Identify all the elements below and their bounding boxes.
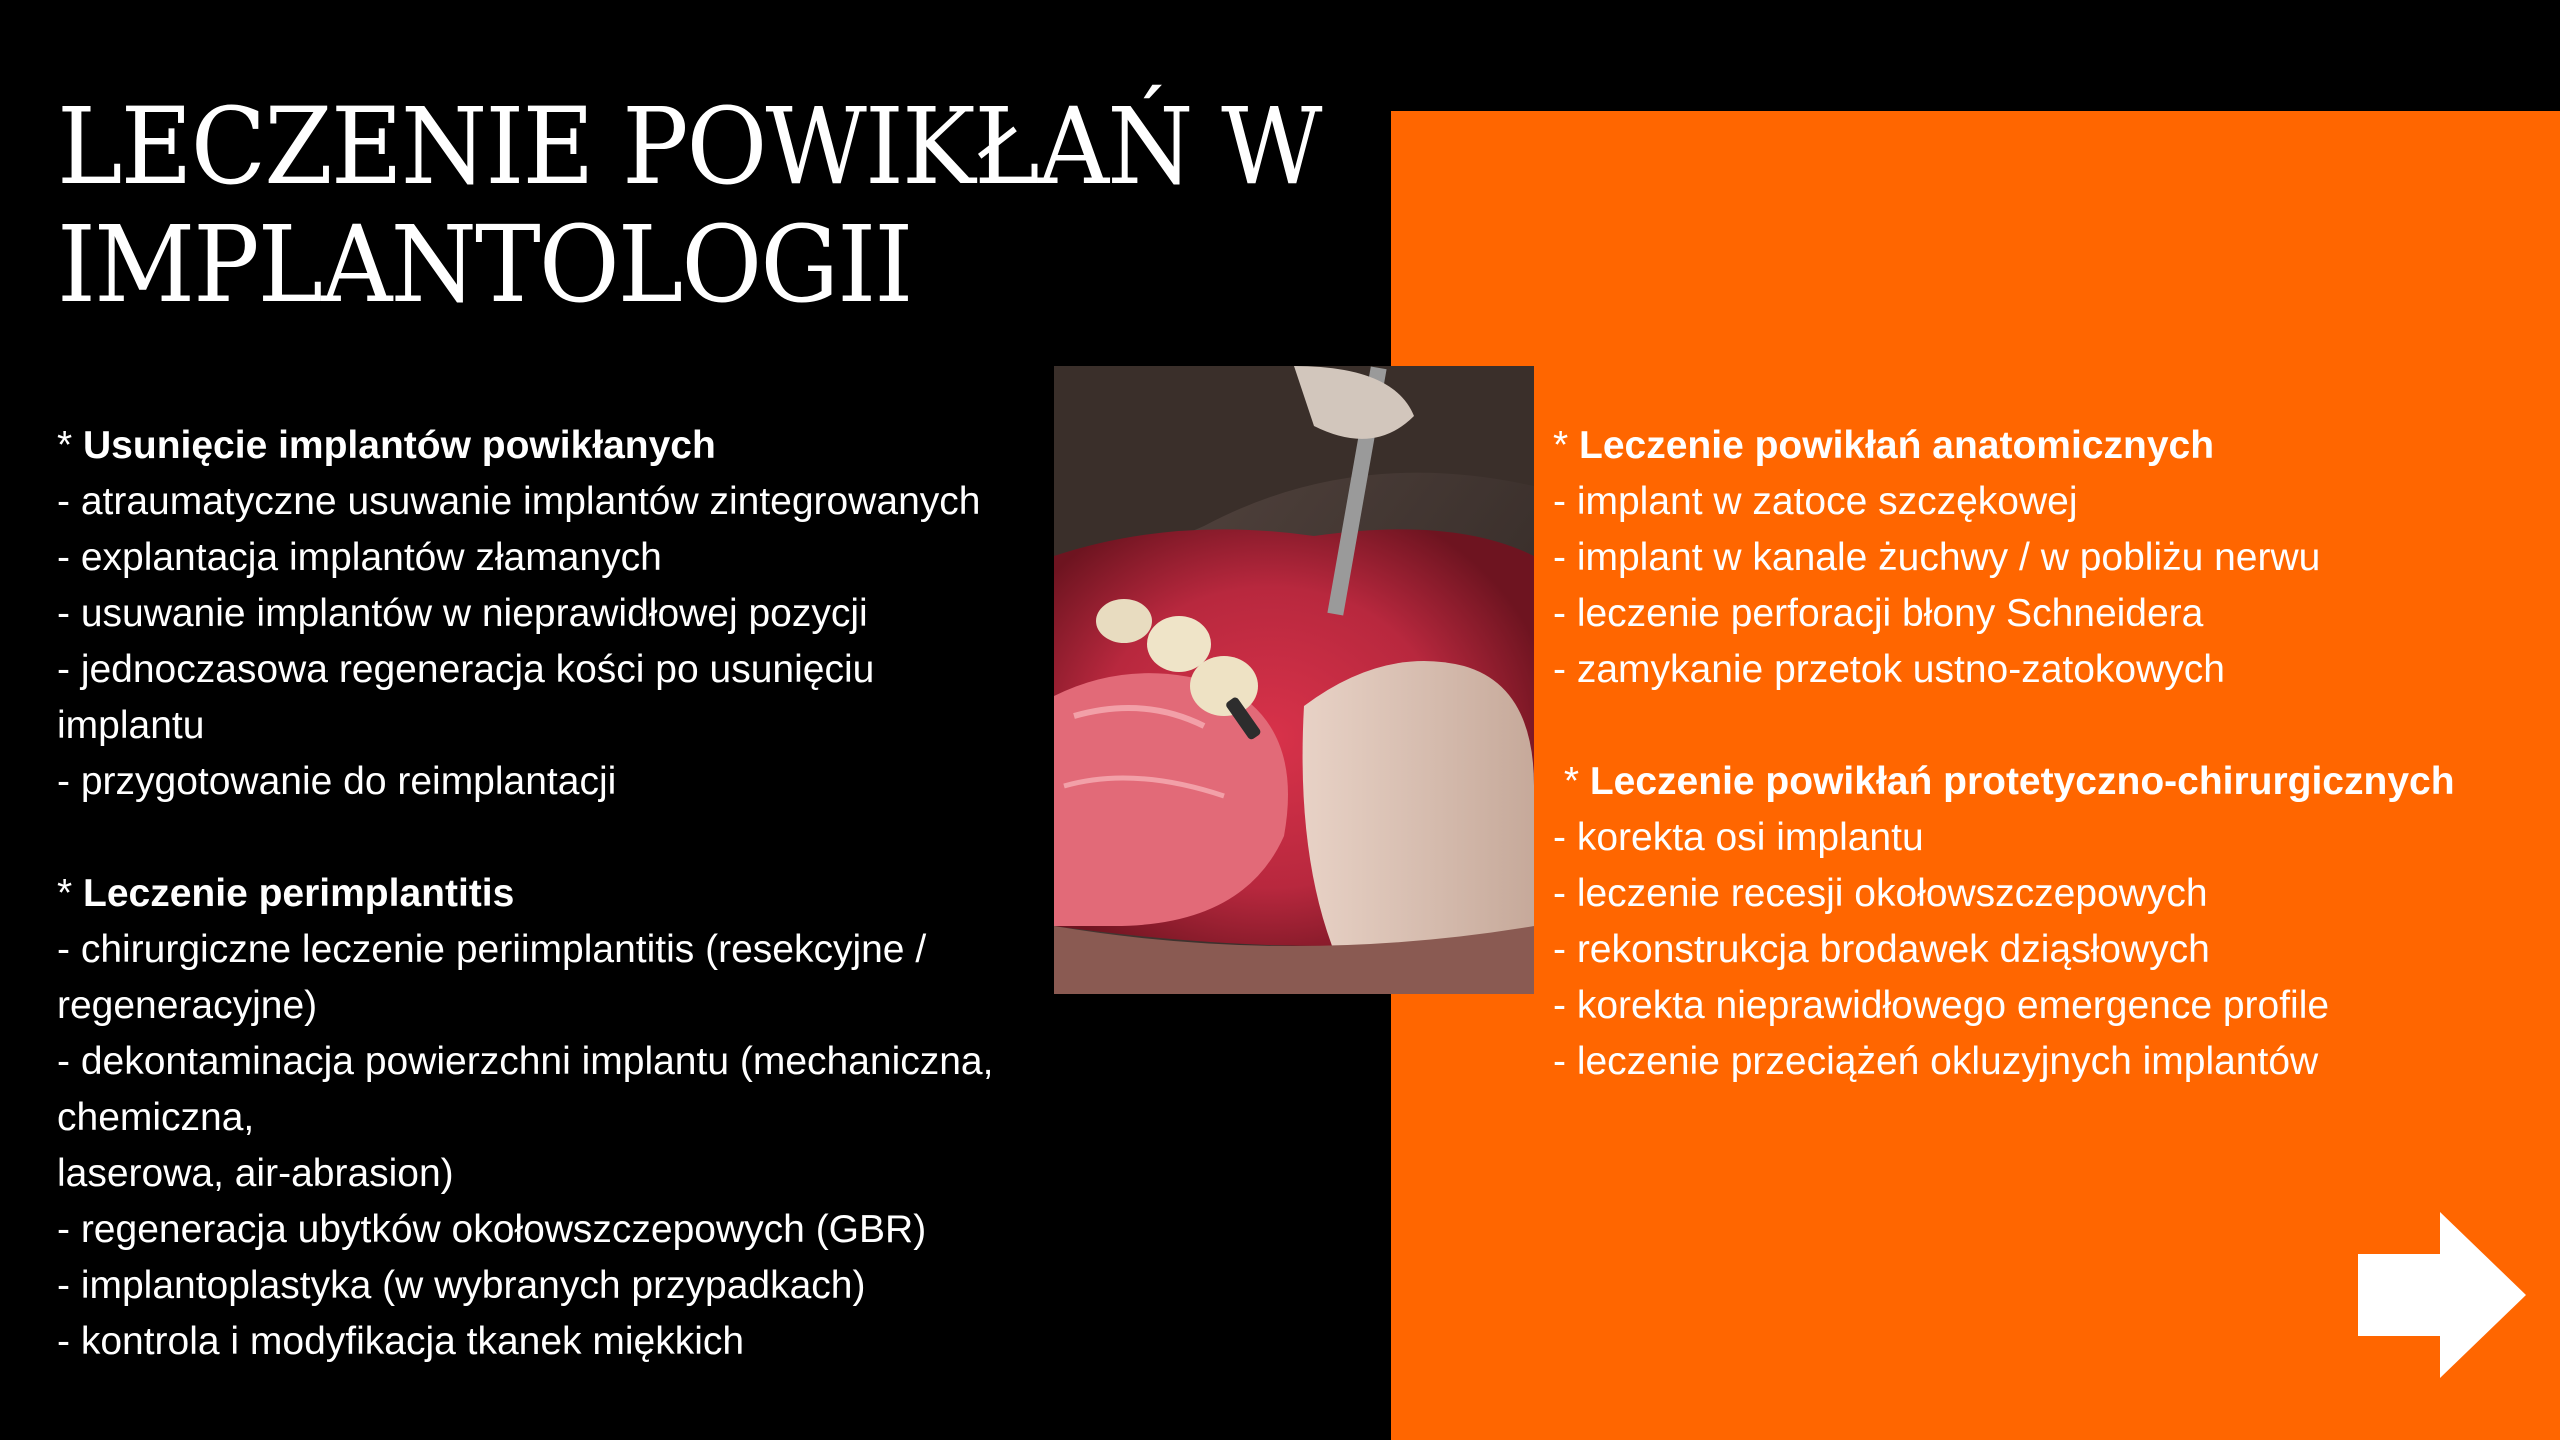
list-item: - leczenie perforacji błony Schneidera: [1553, 592, 2204, 635]
list-item: laserowa, air-abrasion): [57, 1152, 454, 1195]
section-heading-anatomical: [1553, 418, 2553, 474]
list-item: - korekta nieprawidłowego emergence profile: [1553, 984, 2330, 1027]
section-heading-removal: [57, 418, 1067, 474]
heading-text: Leczenie powikłań anatomicznych: [1579, 424, 2215, 467]
list-item: - leczenie recesji okołowszczepowych: [1553, 872, 2208, 915]
list-item: - implant w kanale żuchwy / w pobliżu nerwu: [1553, 536, 2321, 579]
list-item: - zamykanie przetok ustno-zatokowych: [1553, 648, 2225, 691]
bullet-star: *: [57, 872, 84, 915]
list-item: - implant w zatoce szczękowej: [1553, 480, 2078, 523]
list-item: - atraumatyczne usuwanie implantów zintegrowanych: [57, 480, 981, 523]
list-item: - regeneracja ubytków okołowszczepowych (GBR): [57, 1208, 927, 1251]
spacer: [1553, 698, 2553, 754]
list-item: - usuwanie implantów w nieprawidłowej pozycji: [57, 592, 868, 635]
list-item: - implantoplastyka (w wybranych przypadkach): [57, 1264, 866, 1307]
right-column: [1553, 418, 2553, 1090]
list-item: - dekontaminacja powierzchni implantu (mechaniczna, chemiczna,: [57, 1040, 994, 1139]
title-line-2: IMPLANTOLOGII: [57, 203, 912, 326]
list-item: - korekta osi implantu: [1553, 816, 1924, 859]
heading-text: Usunięcie implantów powikłanych: [83, 424, 716, 467]
list-item: - jednoczasowa regeneracja kości po usunięciu implantu: [57, 648, 875, 747]
list-item: - kontrola i modyfikacja tkanek miękkich: [57, 1320, 745, 1363]
section-heading-perimplantitis: [57, 866, 1067, 922]
title-line-1: LECZENIE POWIKŁAŃ W: [57, 85, 1321, 208]
heading-text: Leczenie powikłań protetyczno-chirurgicznych: [1589, 760, 2455, 803]
list-item: - przygotowanie do reimplantacji: [57, 760, 617, 803]
list-item: - explantacja implantów złamanych: [57, 536, 662, 579]
arrow-right-icon: [2358, 1212, 2526, 1378]
bullet-star: *: [57, 424, 84, 467]
bullet-star: *: [1553, 424, 1580, 467]
spacer: [57, 810, 1067, 866]
list-item: - rekonstrukcja brodawek dziąsłowych: [1553, 928, 2210, 971]
clinical-photo: [1054, 366, 1534, 994]
slide-title: [57, 85, 1321, 326]
section-heading-prosthetic: [1553, 754, 2553, 810]
list-item: - chirurgiczne leczenie periimplantitis (resekcyjne / regeneracyjne): [57, 928, 927, 1027]
heading-text: Leczenie perimplantitis: [83, 872, 515, 915]
next-slide-button[interactable]: [2358, 1212, 2526, 1378]
bullet-star: *: [1553, 760, 1590, 803]
list-item: - leczenie przeciążeń okluzyjnych implantów: [1553, 1040, 2319, 1083]
left-column: [57, 418, 1067, 1370]
